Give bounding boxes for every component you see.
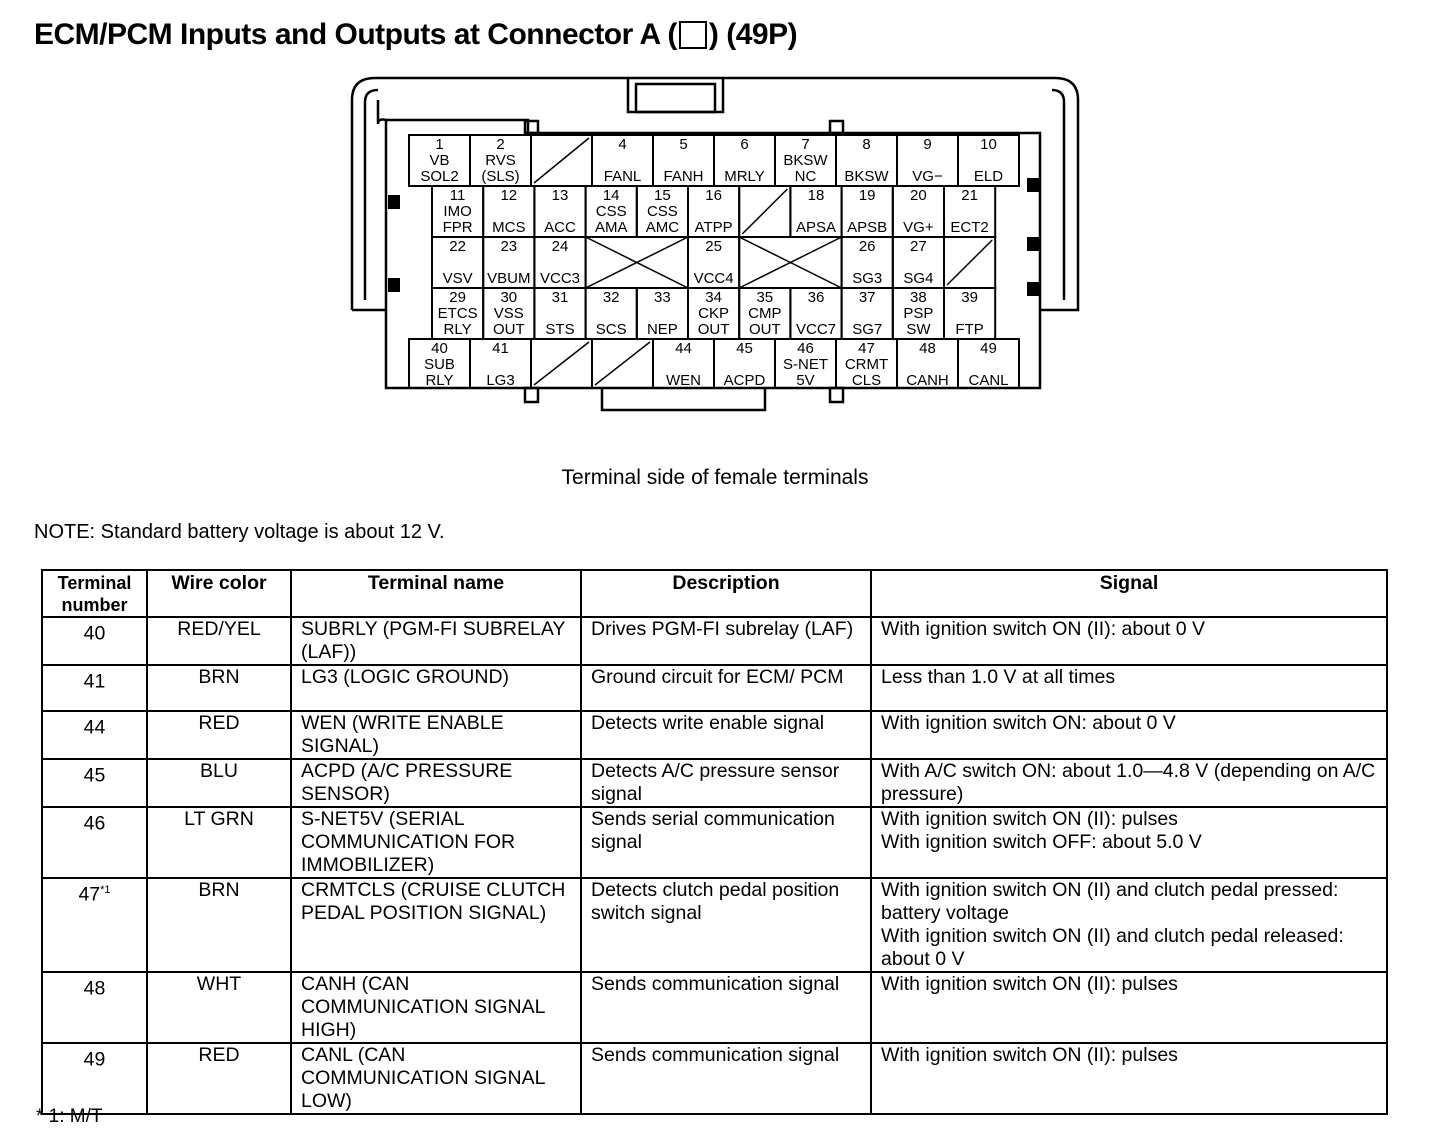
cell-description: Sends communication signal	[581, 972, 871, 1043]
terminal-number: 39	[961, 289, 978, 306]
terminal-label-line2: ACPD	[723, 372, 766, 389]
terminal-label-line2: ACC	[544, 219, 576, 236]
terminal-number: 6	[740, 136, 749, 153]
cell-terminal-name: WEN (WRITE ENABLE SIGNAL)	[291, 711, 581, 759]
terminal-label-line2: RLY	[443, 321, 472, 338]
cell-terminal-number	[42, 617, 147, 665]
cell-description: Ground circuit for ECM/ PCM	[581, 665, 871, 711]
header-signal: Signal	[871, 570, 1387, 617]
terminal-label-line2: FTP	[955, 321, 984, 338]
terminal-label-line2: APSA	[795, 219, 837, 236]
terminal-label-line2: STS	[545, 321, 575, 338]
terminal-number: 41	[492, 340, 509, 357]
terminal-label-line2: LG3	[486, 372, 515, 389]
battery-note: NOTE: Standard battery voltage is about 12 V.	[34, 521, 445, 543]
terminal-number-text: 48	[83, 977, 106, 1000]
terminal-number: 30	[500, 289, 518, 306]
cell-signal	[871, 617, 1387, 665]
terminal-number: 14	[602, 187, 620, 204]
footnote-marker: *1	[100, 884, 111, 896]
terminal-label-line2: AMC	[645, 219, 680, 236]
terminal-number: 10	[980, 136, 997, 153]
terminal-label-line2: NC	[794, 168, 817, 185]
header-terminal-name: Terminal name	[291, 570, 581, 617]
terminal-label-line2: FANH	[663, 168, 704, 185]
terminal-number: 1	[435, 136, 444, 153]
signal-line: With ignition switch ON (II): about 0 V	[881, 618, 1206, 640]
terminal-label-line1: CMP	[748, 305, 782, 322]
cell-description: Sends communication signal	[581, 1043, 871, 1114]
cell-wire-color: BRN	[147, 878, 291, 972]
terminal-number: 37	[858, 289, 876, 306]
terminal-number: 26	[858, 238, 876, 255]
signal-line: With ignition switch OFF: about 5.0 V	[881, 831, 1202, 853]
terminal-label-line2: ECT2	[950, 219, 989, 236]
terminal-number-text: 47	[78, 883, 101, 906]
cell-description: Drives PGM-FI subrelay (LAF)	[581, 617, 871, 665]
terminal-label-line1: ETCS	[437, 305, 478, 322]
connector-diagram	[0, 0, 1440, 440]
cell-wire-color: RED	[147, 711, 291, 759]
cell-terminal-name: CANH (CAN COMMUNICATION SIGNAL HIGH)	[291, 972, 581, 1043]
cell-wire-color: BLU	[147, 759, 291, 807]
table-row	[42, 1043, 1387, 1114]
terminal-number: 27	[910, 238, 927, 255]
cell-terminal-name: SUBRLY (PGM-FI SUBRELAY (LAF))	[291, 617, 581, 665]
terminal-number: 36	[807, 289, 825, 306]
cell-wire-color: LT GRN	[147, 807, 291, 878]
terminal-label-line2: WEN	[666, 372, 701, 389]
terminal-label-line2: SG3	[852, 270, 883, 287]
terminal-number: 16	[705, 187, 722, 204]
cell-description: Detects clutch pedal position switch signal	[581, 878, 871, 972]
cell-terminal-name: S-NET5V (SERIAL COMMUNICATION FOR IMMOBILIZER)	[291, 807, 581, 878]
terminal-number-text: 46	[83, 812, 106, 835]
terminal-number: 13	[551, 187, 569, 204]
terminal-number: 46	[797, 340, 814, 357]
cell-terminal-number	[42, 759, 147, 807]
terminal-label-line2: AMA	[594, 219, 628, 236]
cell-terminal-name: CANL (CAN COMMUNICATION SIGNAL LOW)	[291, 1043, 581, 1114]
terminal-label-line2: VSV	[442, 270, 473, 287]
terminal-number: 23	[500, 238, 518, 255]
terminal-number: 11	[449, 187, 466, 204]
cell-signal	[871, 711, 1387, 759]
terminal-label-line2: VCC7	[795, 321, 837, 338]
terminal-number: 32	[602, 289, 620, 306]
table-row	[42, 711, 1387, 759]
terminal-label-line2: FANL	[603, 168, 642, 185]
terminal-label-line2: ATPP	[694, 219, 733, 236]
cell-description: Detects write enable signal	[581, 711, 871, 759]
terminal-label-line2: OUT	[748, 321, 781, 338]
terminal-number: 7	[801, 136, 810, 153]
signal-line: With ignition switch ON (II): pulses	[881, 808, 1178, 830]
terminal-label-line2: 5V	[796, 372, 815, 389]
signal-line: Less than 1.0 V at all times	[881, 666, 1116, 688]
cell-terminal-number	[42, 878, 147, 972]
cell-signal	[871, 759, 1387, 807]
cell-wire-color: WHT	[147, 972, 291, 1043]
header-description: Description	[581, 570, 871, 617]
blank-cavity-slash	[534, 138, 589, 183]
terminal-number: 8	[862, 136, 871, 153]
cell-terminal-number	[42, 807, 147, 878]
terminal-number: 49	[980, 340, 997, 357]
terminal-label-line2: SCS	[595, 321, 627, 338]
terminal-label-line2: VBUM	[487, 270, 531, 287]
terminal-number: 4	[618, 136, 627, 153]
terminal-table	[41, 569, 1388, 1115]
terminal-number: 9	[923, 136, 932, 153]
terminal-label-line2: VCC3	[539, 270, 581, 287]
terminal-label-line2: SOL2	[420, 168, 459, 185]
terminal-label-line1: CKP	[698, 305, 730, 322]
cell-terminal-number	[42, 972, 147, 1043]
terminal-number: 47	[858, 340, 875, 357]
terminal-label-line2: SW	[906, 321, 931, 338]
terminal-number: 40	[431, 340, 448, 357]
terminal-label-line2: ELD	[973, 168, 1004, 185]
terminal-label-line2: BKSW	[844, 168, 889, 185]
terminal-number-text: 41	[83, 670, 106, 693]
cell-description: Detects A/C pressure sensor signal	[581, 759, 871, 807]
table-row	[42, 759, 1387, 807]
terminal-label-line2: VG−	[912, 168, 943, 185]
terminal-label-line2: CANL	[968, 372, 1009, 389]
terminal-number: 2	[496, 136, 505, 153]
terminal-label-line2: RLY	[425, 372, 454, 389]
header-wire-color: Wire color	[147, 570, 291, 617]
cell-signal	[871, 807, 1387, 878]
cell-signal	[871, 972, 1387, 1043]
terminal-number: 12	[500, 187, 518, 204]
header-terminal-l1: Terminal	[57, 573, 132, 593]
cell-wire-color: BRN	[147, 665, 291, 711]
terminal-label-line1: RVS	[485, 152, 516, 169]
terminal-number: 5	[679, 136, 688, 153]
terminal-label-line1: S-NET	[783, 356, 828, 373]
cell-wire-color: RED	[147, 1043, 291, 1114]
terminal-label-line2: SG4	[903, 270, 934, 287]
terminal-label-line1: CSS	[646, 203, 678, 220]
terminal-number-text: 44	[83, 716, 106, 739]
terminal-label-line2: (SLS)	[481, 168, 520, 185]
signal-line: With ignition switch ON (II) and clutch pedal pressed: battery voltage	[881, 879, 1339, 924]
terminal-label-line2: CLS	[851, 372, 882, 389]
terminal-cells	[409, 135, 1019, 389]
table-row	[42, 972, 1387, 1043]
terminal-number: 45	[736, 340, 753, 357]
title-text-after: ) (49P)	[708, 18, 798, 51]
cell-description: Sends serial communication signal	[581, 807, 871, 878]
cell-terminal-number	[42, 665, 147, 711]
terminal-number: 33	[654, 289, 671, 306]
signal-line: With ignition switch ON (II): pulses	[881, 1044, 1178, 1066]
terminal-label-line1: IMO	[443, 203, 472, 220]
cell-signal	[871, 878, 1387, 972]
terminal-label-line2: OUT	[492, 321, 525, 338]
terminal-number: 19	[858, 187, 876, 204]
terminal-number-text: 49	[83, 1048, 106, 1071]
blank-cavity-slash	[595, 342, 650, 385]
terminal-label-line2: NEP	[646, 321, 678, 338]
terminal-label-line2: SG7	[852, 321, 883, 338]
signal-line: With ignition switch ON (II): pulses	[881, 973, 1178, 995]
title-text-before: ECM/PCM Inputs and Outputs at Connector A (	[34, 18, 677, 51]
terminal-number: 44	[675, 340, 692, 357]
terminal-label-line2: OUT	[697, 321, 730, 338]
terminal-number: 24	[551, 238, 569, 255]
terminal-label-line1: VSS	[493, 305, 524, 322]
table-header-row	[42, 570, 1387, 617]
cell-terminal-name: LG3 (LOGIC GROUND)	[291, 665, 581, 711]
terminal-label-line2: CANH	[906, 372, 949, 389]
terminal-label-line1: BKSW	[783, 152, 828, 169]
terminal-number: 48	[919, 340, 936, 357]
terminal-number: 38	[910, 289, 927, 306]
cell-terminal-name: CRMTCLS (CRUISE CLUTCH PEDAL POSITION SIGNAL)	[291, 878, 581, 972]
terminal-label-line1: PSP	[903, 305, 934, 322]
terminal-number: 21	[961, 187, 978, 204]
table-row	[42, 665, 1387, 711]
cell-wire-color: RED/YEL	[147, 617, 291, 665]
terminal-number: 20	[910, 187, 927, 204]
signal-line: With ignition switch ON: about 0 V	[881, 712, 1176, 734]
connector-caption: Terminal side of female terminals	[561, 466, 869, 489]
terminal-number: 34	[705, 289, 722, 306]
blank-cavity-slash	[534, 342, 589, 385]
footnote: * 1: M/T	[36, 1106, 103, 1127]
terminal-number: 22	[449, 238, 466, 255]
blank-cavity-slash	[947, 240, 992, 285]
terminal-label-line2: MCS	[492, 219, 526, 236]
terminal-label-line1: CSS	[595, 203, 627, 220]
terminal-number: 15	[654, 187, 671, 204]
terminal-number: 35	[756, 289, 774, 306]
cell-signal	[871, 1043, 1387, 1114]
terminal-label-line2: MRLY	[724, 168, 765, 185]
terminal-label-line2: APSB	[847, 219, 888, 236]
cell-terminal-number	[42, 711, 147, 759]
cell-terminal-number	[42, 1043, 147, 1114]
terminal-number: 31	[551, 289, 569, 306]
header-terminal-l2: number	[61, 595, 128, 615]
header-terminal-number	[42, 570, 147, 617]
blank-cavity-slash	[742, 189, 787, 234]
terminal-label-line2: VG+	[903, 219, 934, 236]
cell-terminal-name: ACPD (A/C PRESSURE SENSOR)	[291, 759, 581, 807]
terminal-label-line2: FPR	[442, 219, 473, 236]
table-row	[42, 617, 1387, 665]
terminal-number: 25	[705, 238, 722, 255]
signal-line: With ignition switch ON (II) and clutch pedal released: about 0 V	[881, 925, 1344, 970]
signal-line: With A/C switch ON: about 1.0—4.8 V (depending on A/C pressure)	[881, 760, 1376, 805]
terminal-label-line1: SUB	[424, 356, 455, 373]
terminal-label-line2: VCC4	[693, 270, 734, 287]
terminal-label-line1: VB	[429, 152, 450, 169]
table-row	[42, 807, 1387, 878]
table-row	[42, 878, 1387, 972]
terminal-label-line1: CRMT	[844, 356, 889, 373]
terminal-number-text: 40	[83, 622, 106, 645]
terminal-number: 29	[449, 289, 466, 306]
terminal-number: 18	[807, 187, 825, 204]
cell-signal	[871, 665, 1387, 711]
terminal-number-text: 45	[83, 764, 106, 787]
